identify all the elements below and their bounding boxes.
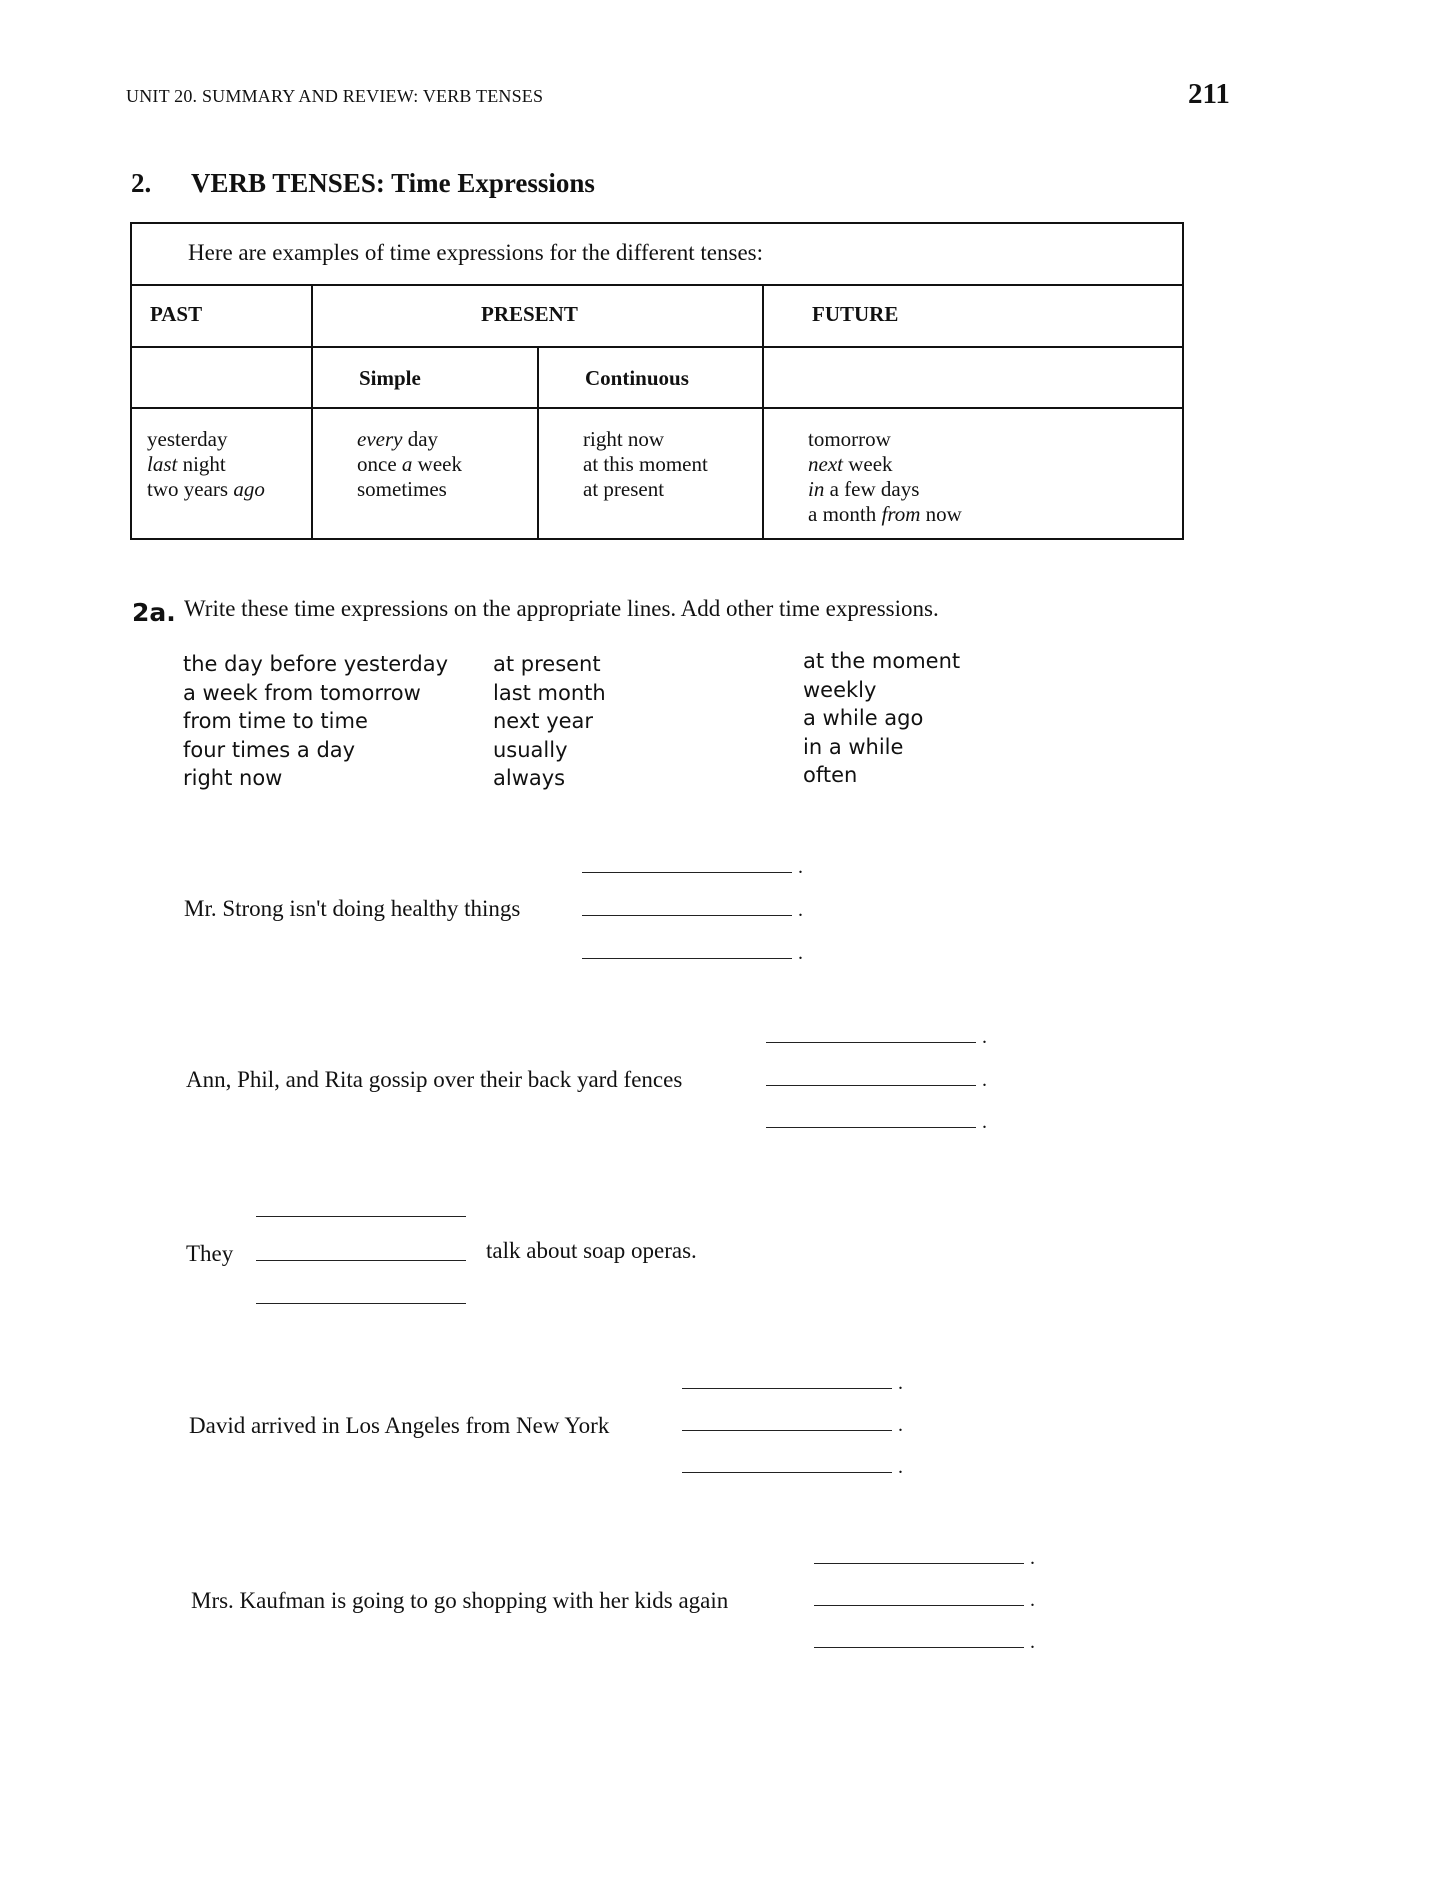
simple-present-expressions xyxy=(357,427,462,502)
list-item: in a while xyxy=(803,734,904,759)
header-simple: Simple xyxy=(359,366,421,390)
table-intro: Here are examples of time expressions for the different tenses: xyxy=(188,240,763,265)
expression-row: at this moment xyxy=(583,452,708,476)
list-item: last month xyxy=(493,680,606,705)
answer-blank[interactable] xyxy=(582,872,792,873)
sentence-david: David arrived in Los Angeles from New York xyxy=(189,1413,610,1438)
expression-row: every day xyxy=(357,427,439,451)
word-list-column-1 xyxy=(183,650,448,793)
list-item: next year xyxy=(493,709,594,733)
period: . xyxy=(1030,1547,1035,1569)
period: . xyxy=(1030,1631,1035,1653)
section-title: VERB TENSES: Time Expressions xyxy=(191,168,595,198)
period: . xyxy=(982,1026,987,1048)
sentence-they: They xyxy=(186,1241,234,1266)
sentence-ann-phil-rita: Ann, Phil, and Rita gossip over their back yard fences xyxy=(186,1067,683,1092)
answer-blank[interactable] xyxy=(814,1563,1024,1564)
header-continuous: Continuous xyxy=(585,366,689,390)
header-future: FUTURE xyxy=(812,302,899,326)
period: . xyxy=(982,1069,987,1091)
list-item: at the moment xyxy=(803,649,961,673)
answer-blank[interactable] xyxy=(682,1472,892,1473)
expression-row: next week xyxy=(808,452,893,476)
answer-blank[interactable] xyxy=(766,1127,976,1128)
past-expressions xyxy=(147,427,265,502)
answer-blank[interactable] xyxy=(256,1216,466,1217)
list-item: four times a day xyxy=(183,737,356,762)
answer-blank[interactable] xyxy=(682,1388,892,1389)
period: . xyxy=(798,856,803,878)
sentence-mr-strong: Mr. Strong isn't doing healthy things xyxy=(184,896,521,921)
list-item: right now xyxy=(183,766,283,790)
section-number: 2. xyxy=(131,168,152,198)
answer-blank[interactable] xyxy=(256,1260,466,1261)
answer-blank[interactable] xyxy=(814,1605,1024,1606)
expression-row: two years ago xyxy=(147,477,265,501)
exercise-instruction: Write these time expressions on the appropriate lines. Add other time expressions. xyxy=(184,596,939,621)
answer-blank[interactable] xyxy=(766,1085,976,1086)
answer-blank[interactable] xyxy=(814,1647,1024,1648)
expression-row: a month from now xyxy=(808,502,962,526)
answer-blank[interactable] xyxy=(682,1430,892,1431)
sentence-they-continuation: talk about soap operas. xyxy=(486,1238,697,1263)
answer-blank[interactable] xyxy=(582,915,792,916)
continuous-present-expressions xyxy=(583,427,708,502)
list-item: a week from tomorrow xyxy=(183,680,421,705)
period: . xyxy=(898,1414,903,1436)
period: . xyxy=(982,1111,987,1133)
table-divider xyxy=(537,346,539,538)
table-divider xyxy=(132,284,1182,286)
period: . xyxy=(898,1372,903,1394)
header-present: PRESENT xyxy=(481,302,578,326)
page-number: 211 xyxy=(1188,78,1230,110)
list-item: usually xyxy=(493,737,568,762)
list-item: a while ago xyxy=(803,706,924,730)
list-item: always xyxy=(493,766,566,790)
list-item: weekly xyxy=(803,677,877,702)
list-item: the day before yesterday xyxy=(183,652,449,676)
expression-row: yesterday xyxy=(147,427,228,451)
expression-row: right now xyxy=(583,427,665,451)
sentence-mrs-kaufman: Mrs. Kaufman is going to go shopping with her kids again xyxy=(191,1588,729,1613)
header-past: PAST xyxy=(150,302,203,326)
table-divider xyxy=(132,407,1182,409)
expression-row: sometimes xyxy=(357,477,447,501)
answer-blank[interactable] xyxy=(582,958,792,959)
expression-row: once a week xyxy=(357,452,462,476)
answer-blank[interactable] xyxy=(256,1303,466,1304)
answer-blank[interactable] xyxy=(766,1042,976,1043)
table-divider xyxy=(311,284,313,538)
word-list-column-3 xyxy=(803,647,960,790)
list-item: often xyxy=(803,763,858,787)
future-expressions xyxy=(808,427,962,527)
table-divider xyxy=(762,284,764,538)
period: . xyxy=(898,1456,903,1478)
expression-row: last night xyxy=(147,452,226,476)
unit-header: UNIT 20. SUMMARY AND REVIEW: VERB TENSES xyxy=(126,86,544,106)
list-item: at present xyxy=(493,652,601,676)
table-divider xyxy=(132,346,1182,348)
exercise-number: 2a. xyxy=(132,598,176,627)
expression-row: in a few days xyxy=(808,477,920,501)
period: . xyxy=(1030,1589,1035,1611)
period: . xyxy=(798,942,803,964)
word-list-column-2 xyxy=(493,650,606,793)
list-item: from time to time xyxy=(183,709,368,733)
expression-row: at present xyxy=(583,477,665,501)
period: . xyxy=(798,899,803,921)
expression-row: tomorrow xyxy=(808,427,891,451)
